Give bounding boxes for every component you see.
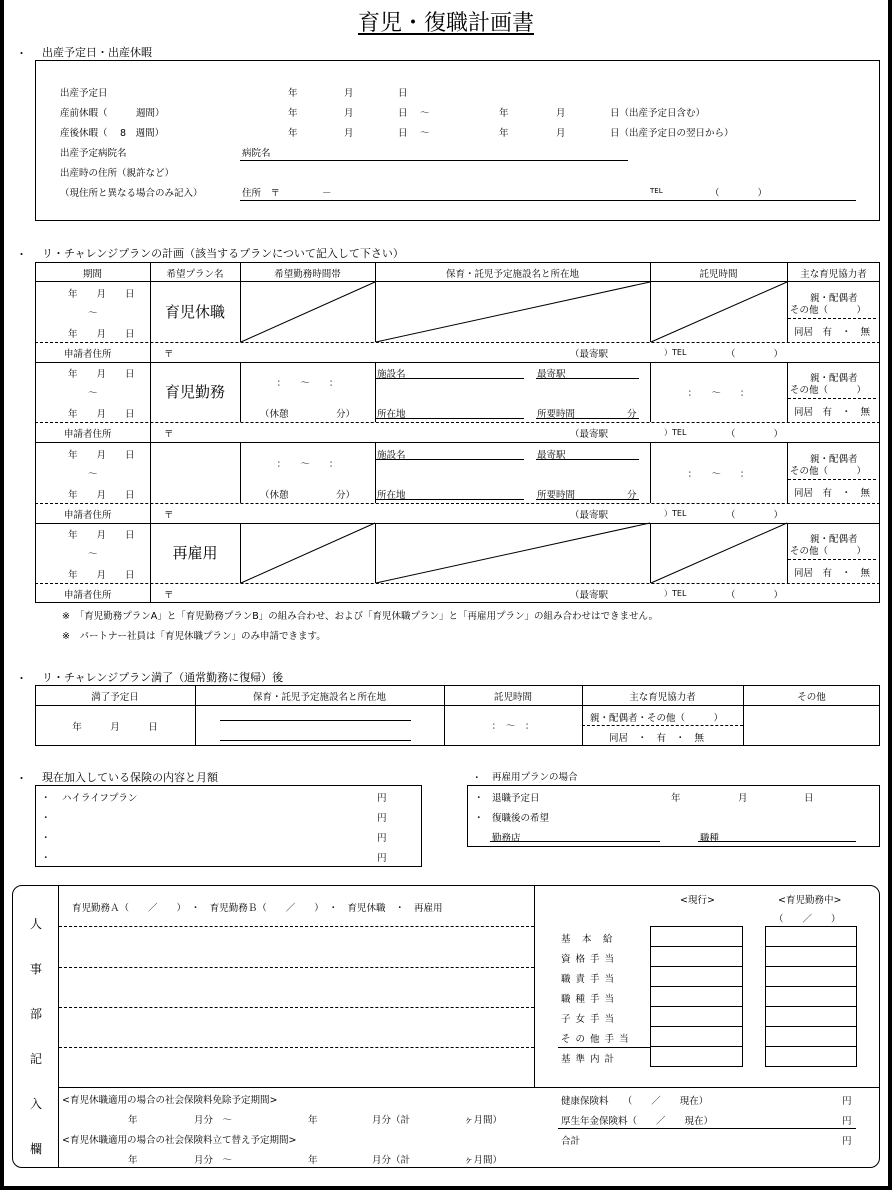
due-day: 日: [398, 88, 408, 99]
period-year-from: 年: [128, 1155, 138, 1166]
childcare-time-range: ： ～ ：: [687, 388, 750, 399]
salary-item-label: 職 種 手 当: [561, 994, 616, 1005]
plan-header-helper: 主な育児協力者: [800, 269, 867, 280]
minutes-label: 分: [627, 490, 637, 501]
postal-mark: 〒: [164, 429, 174, 440]
col-line: [375, 282, 376, 342]
section1-heading: 出産予定日・出産休暇: [42, 46, 152, 59]
salary-item-label: 資 格 手 当: [561, 954, 616, 965]
period-tilde: ～: [88, 549, 98, 560]
break-label: （休憩 分）: [260, 409, 356, 420]
after-helper-cohabit: 同居 ・ 有 ・ 無: [609, 733, 705, 744]
hospital-field-label: 病院名: [242, 148, 271, 159]
salary-item-label: 基 準 内 計: [561, 1054, 616, 1065]
job-input[interactable]: [698, 841, 856, 842]
after-facility-input-2[interactable]: [220, 740, 411, 741]
after-header-facility: 保育・託児予定施設名と所在地: [252, 692, 386, 703]
period-start: 年 月 日: [68, 289, 135, 300]
hr-bottom-divider: [58, 1087, 880, 1088]
after-helper-divider: [582, 725, 743, 726]
col-line: [240, 282, 241, 342]
prenatal-tilde: ～: [420, 108, 430, 119]
after-time-range: ： ～ ：: [491, 721, 535, 732]
hr-side-char: 欄: [30, 1142, 43, 1156]
period-tilde: ～: [88, 469, 98, 480]
plan-header-plan: 希望プラン名: [166, 269, 224, 280]
applicant-address-label: 申請者住所: [64, 590, 112, 601]
advance-heading: <育児休職適用の場合の社会保険料立て替え予定期間>: [62, 1135, 297, 1146]
childcare-salary-cell[interactable]: [765, 1046, 857, 1067]
plan-header-childcare-time: 託児時間: [699, 269, 738, 280]
facility-name-input[interactable]: [376, 378, 524, 379]
plan-header-period: 期間: [82, 269, 102, 280]
retire-day: 日: [804, 793, 814, 804]
current-salary-cell[interactable]: [650, 1026, 743, 1047]
hr-side-char: 部: [30, 1007, 43, 1021]
hr-side-char: 事: [30, 962, 43, 976]
applicant-address-label: 申請者住所: [64, 349, 112, 360]
travel-time-label: 所要時間: [537, 490, 576, 501]
period-start: 年 月 日: [68, 530, 135, 541]
hr-line: [59, 926, 534, 927]
plan-header-hours: 希望勤務時間帯: [274, 269, 341, 280]
childcare-date: （ ／ ）: [774, 914, 841, 925]
helper-cohabit: 同居 有 ・ 無: [794, 407, 871, 418]
plan-name: 育児勤務: [164, 383, 225, 401]
plan-header-divider: [35, 281, 880, 282]
col-line: [787, 362, 788, 422]
travel-time-input[interactable]: [536, 418, 639, 419]
after-header-helper: 主な育児協力者: [629, 692, 696, 703]
salary-item-label: 職 責 手 当: [561, 974, 616, 985]
period-end: 年 月 日: [68, 490, 135, 501]
insurance-bullet: ・: [41, 813, 51, 824]
address-field-label: 住所 〒: [242, 188, 281, 199]
travel-time-label: 所要時間: [537, 409, 576, 420]
after-helper-top: 親・配偶者・その他（ ）: [590, 713, 724, 724]
period-tilde: ～: [88, 308, 98, 319]
branch-input[interactable]: [490, 841, 660, 842]
insurance-total-divider: [558, 1128, 856, 1129]
due-month: 月: [344, 88, 354, 99]
childcare-salary-cell[interactable]: [765, 986, 857, 1007]
salary-item-label: そ の 他 手 当: [561, 1034, 630, 1045]
nearest-station-label: （最寄駅: [570, 349, 609, 360]
address-input[interactable]: [240, 200, 856, 201]
helper-divider: [788, 479, 876, 480]
period-tilde: ～: [88, 388, 98, 399]
salary-item-label: 基 本 給: [561, 934, 614, 945]
branch-label: 勤務店: [492, 833, 521, 844]
tel-paren: （ ）: [726, 429, 784, 440]
row-divider: [35, 342, 880, 343]
hr-line: [59, 1007, 534, 1008]
after-facility-input-1[interactable]: [220, 720, 411, 721]
after-header-time: 託児時間: [493, 692, 532, 703]
prenatal-to-month: 月: [556, 108, 566, 119]
hr-mid-divider: [534, 885, 535, 1088]
hr-line: [59, 967, 534, 968]
insurance-yen: 円: [377, 833, 387, 844]
minutes-label: 分: [627, 409, 637, 420]
period-month-from: 月分 ～: [194, 1115, 233, 1126]
hr-side-char: 記: [30, 1052, 43, 1066]
nearest-station-label: （最寄駅: [570, 429, 609, 440]
address-label: 出産時の住所（親許など）: [60, 168, 175, 179]
helper-other: その他（ ）: [790, 305, 867, 316]
col-line: [787, 443, 788, 503]
tel-label: ）TEL: [664, 509, 687, 518]
helper-top: 親・配偶者: [810, 293, 858, 304]
nearest-station-label: （最寄駅: [570, 590, 609, 601]
section5-bullet: ・: [472, 773, 482, 784]
health-insurance-label: 健康保険料 （ ／ 現在）: [561, 1096, 709, 1107]
retire-year: 年: [671, 793, 681, 804]
tel-paren: （ ）: [726, 590, 784, 601]
col-line: [375, 443, 376, 503]
wish-label: 復職後の希望: [492, 813, 550, 824]
period-year-to: 年: [308, 1115, 318, 1126]
helper-divider: [788, 398, 876, 399]
section3-heading: リ・チャレンジプラン満了（通常勤務に復帰）後: [42, 671, 284, 684]
nearest-station-label: （最寄駅: [570, 510, 609, 521]
helper-other: その他（ ）: [790, 385, 867, 396]
col-line: [650, 523, 651, 583]
period-year-from: 年: [128, 1115, 138, 1126]
col-line: [375, 262, 376, 282]
postal-mark: 〒: [164, 510, 174, 521]
job-label: 職種: [700, 833, 720, 844]
helper-other: その他（ ）: [790, 546, 867, 557]
row-divider: [35, 422, 880, 423]
work-time-range: ： ～ ：: [276, 378, 339, 389]
period-months: ヶ月間）: [464, 1115, 503, 1126]
insurance-bullet: ・: [41, 793, 51, 804]
after-date: 年 月 日: [72, 722, 158, 733]
period-end: 年 月 日: [68, 570, 135, 581]
childcare-salary-cell[interactable]: [765, 966, 857, 987]
location-label: 所在地: [377, 490, 406, 501]
tel-label: ）TEL: [664, 428, 687, 437]
nearest-station-field: 最寄駅: [537, 369, 566, 380]
due-date-label: 出産予定日: [60, 88, 108, 99]
col-line: [375, 523, 376, 583]
col-line: [650, 282, 651, 342]
current-header: <現行>: [680, 895, 715, 906]
childcare-header: <育児勤務中>: [778, 895, 842, 906]
current-salary-cell[interactable]: [650, 1006, 743, 1027]
period-start: 年 月 日: [68, 369, 135, 380]
after-header-date: 満了予定日: [91, 692, 139, 703]
insurance-bullet: ・: [41, 853, 51, 864]
exempt-heading: <育児休職適用の場合の社会保険料免除予定期間>: [62, 1095, 278, 1106]
insurance-yen: 円: [377, 853, 387, 864]
childcare-salary-cell[interactable]: [765, 926, 857, 947]
col-line: [787, 523, 788, 583]
section4-bullet: ・: [16, 772, 27, 785]
address-dash: －: [322, 188, 332, 199]
childcare-salary-cell[interactable]: [765, 946, 857, 967]
prenatal-from-year: 年: [288, 108, 298, 119]
col-line: [240, 262, 241, 282]
hr-side-char: 入: [30, 1097, 43, 1111]
prenatal-from-day: 日: [398, 108, 408, 119]
helper-top: 親・配偶者: [810, 534, 858, 545]
postnatal-to-year: 年: [499, 128, 509, 139]
current-salary-cell[interactable]: [650, 1046, 743, 1067]
insurance-total-yen: 円: [842, 1136, 852, 1147]
salary-item-label: 子 女 手 当: [561, 1014, 616, 1025]
prenatal-to-year: 年: [499, 108, 509, 119]
retire-label: 退職予定日: [492, 793, 540, 804]
helper-top: 親・配偶者: [810, 373, 858, 384]
plan-name: 育児休職: [164, 303, 225, 321]
insurance-yen: 円: [377, 793, 387, 804]
tel-paren: （ ）: [710, 188, 768, 199]
hospital-label: 出産予定病院名: [60, 148, 127, 159]
col-line: [240, 523, 241, 583]
reemploy-bullet-1: ・: [474, 793, 484, 804]
prenatal-note: 日（出産予定日含む）: [610, 108, 706, 119]
postnatal-from-month: 月: [344, 128, 354, 139]
after-header-other: その他: [797, 692, 826, 703]
insurance-yen: 円: [377, 813, 387, 824]
period-month-to: 月分（計: [372, 1155, 411, 1166]
postnatal-from-day: 日: [398, 128, 408, 139]
applicant-address-label: 申請者住所: [64, 429, 112, 440]
insurance-total-label: 合計: [561, 1136, 581, 1147]
pension-insurance-yen: 円: [842, 1116, 852, 1127]
plan-note-2: ※ パートナー社員は「育児休職プラン」のみ申請できます。: [62, 631, 326, 642]
reemploy-bullet-2: ・: [474, 813, 484, 824]
due-year: 年: [288, 88, 298, 99]
helper-cohabit: 同居 有 ・ 無: [794, 488, 871, 499]
location-label: 所在地: [377, 409, 406, 420]
nearest-station-field: 最寄駅: [537, 450, 566, 461]
work-time-range: ： ～ ：: [276, 459, 339, 470]
after-header-divider: [35, 705, 880, 706]
helper-divider: [788, 559, 876, 560]
retire-month: 月: [738, 793, 748, 804]
insurance-name: ハイライフプラン: [62, 793, 138, 804]
current-salary-cell[interactable]: [650, 966, 743, 987]
hospital-input[interactable]: [240, 160, 628, 161]
period-months: ヶ月間）: [464, 1155, 503, 1166]
nearest-station-input[interactable]: [536, 459, 639, 460]
section2-heading: リ・チャレンジプランの計画（該当するプランについて記入して下さい）: [42, 247, 404, 260]
current-salary-cell[interactable]: [650, 926, 743, 947]
section3-bullet: ・: [16, 672, 27, 685]
helper-cohabit: 同居 有 ・ 無: [794, 327, 871, 338]
pension-insurance-label: 厚生年金保険料（ ／ 現在）: [561, 1116, 714, 1127]
postnatal-note: 日（出産予定日の翌日から）: [610, 128, 734, 139]
period-year-to: 年: [308, 1155, 318, 1166]
period-start: 年 月 日: [68, 450, 135, 461]
facility-name-label: 施設名: [377, 450, 406, 461]
nearest-station-input[interactable]: [536, 378, 639, 379]
section5-heading: 再雇用プランの場合: [492, 772, 578, 783]
salary-total-divider: [558, 1047, 650, 1048]
postnatal-label: 産後休暇（ 8 週間）: [60, 128, 165, 139]
row-bottom: [35, 442, 880, 443]
childcare-time-range: ： ～ ：: [687, 469, 750, 480]
col-line: [650, 262, 651, 282]
plan-note-1: ※ 「育児勤務プランA」と「育児勤務プランB」の組み合わせ、および「育児休職プラン」と「再雇用プラン」の組み合わせはできません。: [62, 611, 659, 622]
hr-line: [59, 1047, 534, 1048]
facility-name-label: 施設名: [377, 369, 406, 380]
period-end: 年 月 日: [68, 409, 135, 420]
helper-other: その他（ ）: [790, 466, 867, 477]
hr-side-char: 人: [30, 917, 43, 931]
tel-paren: （ ）: [726, 510, 784, 521]
postal-mark: 〒: [164, 590, 174, 601]
row-bottom: [35, 362, 880, 363]
postnatal-from-year: 年: [288, 128, 298, 139]
helper-divider: [788, 318, 876, 319]
row-bottom: [35, 523, 880, 524]
postal-mark: 〒: [164, 349, 174, 360]
col-line: [240, 362, 241, 422]
tel-paren: （ ）: [726, 349, 784, 360]
tel-label: TEL: [650, 187, 663, 195]
helper-cohabit: 同居 有 ・ 無: [794, 568, 871, 579]
location-input[interactable]: [376, 499, 524, 500]
hr-entry-box: [12, 885, 880, 1168]
address-note: （現住所と異なる場合のみ記入）: [60, 188, 203, 199]
period-month-to: 月分（計: [372, 1115, 411, 1126]
applicant-address-label: 申請者住所: [64, 510, 112, 521]
hr-plan-line: 育児勤務Ａ（ ／ ） ・ 育児勤務Ｂ（ ／ ） ・ 育児休職 ・ 再雇用: [72, 903, 443, 914]
helper-top: 親・配偶者: [810, 454, 858, 465]
period-month-from: 月分 ～: [194, 1155, 233, 1166]
hr-side-divider: [58, 885, 59, 1168]
section1-bullet: ・: [16, 47, 27, 60]
col-line: [240, 443, 241, 503]
prenatal-label: 産前休暇（ 週間）: [60, 108, 165, 119]
postnatal-to-month: 月: [556, 128, 566, 139]
prenatal-from-month: 月: [344, 108, 354, 119]
current-salary-cell[interactable]: [650, 946, 743, 967]
tel-label: ）TEL: [664, 348, 687, 357]
postnatal-tilde: ～: [420, 128, 430, 139]
section2-bullet: ・: [16, 248, 27, 261]
insurance-bullet: ・: [41, 833, 51, 844]
plan-name: 再雇用: [172, 544, 218, 562]
section4-heading: 現在加入している保険の内容と月額: [42, 771, 218, 784]
tel-label: ）TEL: [664, 589, 687, 598]
travel-time-input[interactable]: [536, 499, 639, 500]
col-line: [375, 362, 376, 422]
period-end: 年 月 日: [68, 329, 135, 340]
col-line: [787, 262, 788, 282]
row-divider: [35, 583, 880, 584]
current-salary-cell[interactable]: [650, 986, 743, 1007]
col-line: [787, 282, 788, 342]
childcare-salary-cell[interactable]: [765, 1026, 857, 1047]
childcare-time-strike: [4, 0, 5, 1]
row-divider: [35, 503, 880, 504]
page-title: 育児・復職計画書: [357, 11, 534, 36]
location-input[interactable]: [376, 418, 524, 419]
break-label: （休憩 分）: [260, 490, 356, 501]
childcare-salary-cell[interactable]: [765, 1006, 857, 1027]
plan-header-facility: 保育・託児予定施設名と所在地: [445, 269, 579, 280]
facility-name-input[interactable]: [376, 459, 524, 460]
health-insurance-yen: 円: [842, 1096, 852, 1107]
